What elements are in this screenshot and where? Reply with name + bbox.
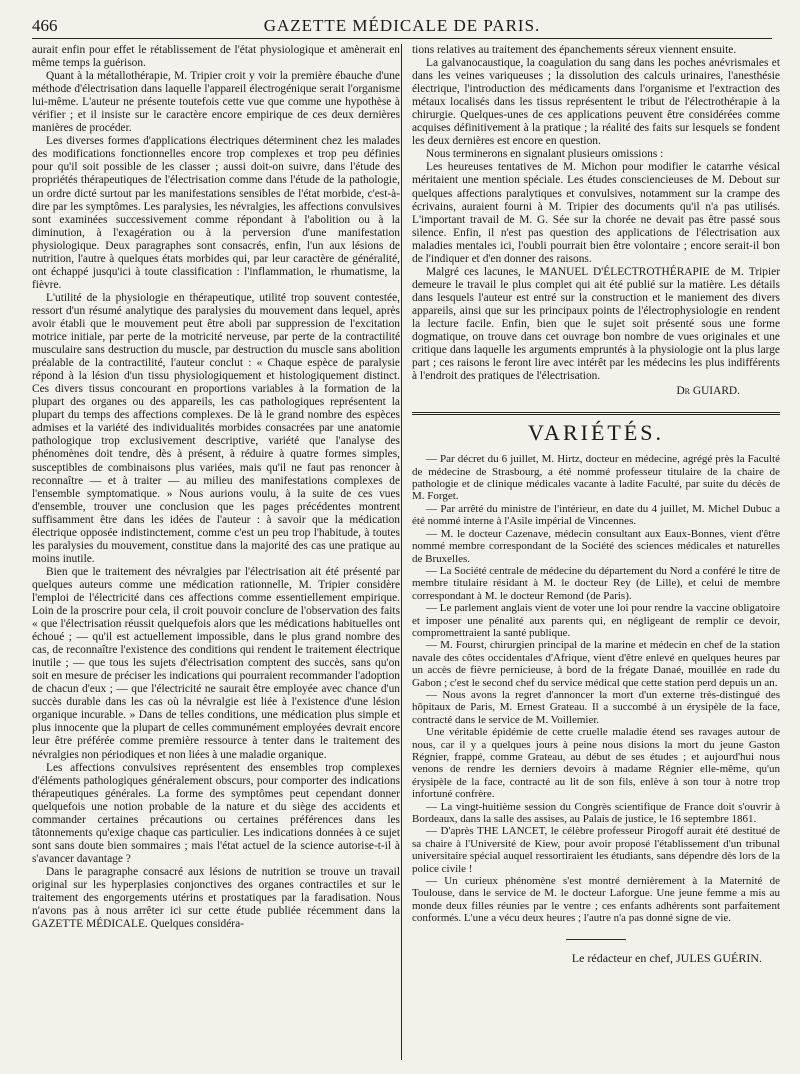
paragraph: L'utilité de la physiologie en thérapeutique, utilité trop souvent contestée, ressort d'un résumé analytique des paralysies du mouvement dans lequel, après avoir établi que le mouvement peut être aboli par suppression de l'excitation motrice initiale, par perte de la motricité nerveuse, par perte de la contractilité musculaire sans destruction du muscle, par destruction du muscle sans abolition préalable de la contractilité, l'auteur conclut : « Chaque espèce de paralysie répond à la lésion d'un tissu physiologiquement et histologiquement distinct. Ces divers tissus concourant en proportions variables à la formation de la plupart des organes ou des appareils, les cas pathologiques représentent la plupart du temps des affections complexes. De là le grand nombre des espèces admises et la variété des individualités morbides consacrées par une anatomie pathologique trop exclusivement descriptive, variété que l'analyse des phénomènes doit tendre, dès à présent, à réduire à quatre formes simples, susceptibles de combinaisons plus variées, mais qu'il ne faut pas renoncer à reconnaître — et à traiter — au milieu des manifestations complexes de l'ensemble symptomatique. » Nous aurions voulu, à la suite de ces vues d'ensemble, trouver une conclusion que les pages précédentes montrent suffisamment être dans les idées de l'auteur : à savoir que la médication électrique opposée indistinctement, comme c'est un peu trop l'habitude, à toutes les paralysies du mouvement, constitue dans la majorité des cas une pratique au moins inutile. — [32, 291, 400, 565]
news-item: — Nous avons la regret d'annoncer la mort d'un externe très-distingué des hôpitaux de Paris, M. Ernest Grateau. Il a succombé à un érysipèle de la face, contracté dans le service de M. Voillemier. — [412, 688, 780, 726]
page-header — [32, 14, 772, 39]
news-item: — Le parlement anglais vient de voter une loi pour rendre la vaccine obligatoire et imposer une pénalité aux parents qui, en négligeant de remplir ce devoir, compromettraient la santé publique. — [412, 602, 780, 639]
author-signature: Dr GUIARD. — [676, 385, 740, 398]
news-item: — M. le docteur Cazenave, médecin consultant aux Eaux-Bonnes, vient d'être nommé membre correspondant de la Société des sciences médicales et naturelles de Bruxelles. — [412, 527, 780, 565]
page-number: 466 — [32, 16, 58, 35]
paragraph: tions relatives au traitement des épanchements séreux viennent ensuite. — [412, 44, 737, 56]
news-item: — Par arrêté du ministre de l'intérieur, en date du 4 juillet, M. Michel Dubuc a été nommé interne à l'Asile impérial de Vincennes. — [412, 502, 780, 528]
news-item: — Par décret du 6 juillet, M. Hirtz, docteur en médecine, agrégé près la Faculté de médecine de Strasbourg, a été nommé professeur titulaire de la chaire de pathologie et de clinique médicales vacante à ladite Faculté, par suite du décès de M. Forget. — [412, 453, 780, 503]
paragraph: Malgré ces lacunes, le MANUEL D'ÉLECTROTHÉRAPIE de M. Tripier demeure le travail le plus complet qui ait été publié sur la matière. Les détails dans lesquels l'auteur est entré sur la construction et le maniement des divers appareils, ainsi que sur les principaux points de l'électrophysiologie en rendent la lecture facile. Enfin, bien que le sujet soit présenté sous une forme dogmatique, on trouve dans cet ouvrage bon nombre de vues originales et une critique dans laquelle les arguments empruntés à la physiologie ont la plus large part ; ces raisons le feront lire avec intérêt par les médecins les plus indifférents à l'endroit des pratiques de l'électrisation. — [412, 265, 780, 383]
news-item: — La vingt-huitième session du Congrès scientifique de France doit s'ouvrir à Bordeaux, dans la salle des assises, au Palais de justice, le 16 septembre 1861. — [412, 800, 780, 826]
news-item: Une véritable épidémie de cette cruelle maladie étend ses ravages autour de nous, car il y a quelques jours à peine nous disions la mort du jeune Gaston Régnier, frappé, comme Grateau, au début de ses études ; et aujourd'hui nous venons de rendre les derniers devoirs à madame Régnier elle-même, qu'un érysipèle de la face, contracté au lit de son fils, enlève à son tour à notre trop infortuné confrère. — [412, 726, 780, 801]
news-item: — Un curieux phénomène s'est montré dernièrement à la Maternité de Toulouse, dans le service de M. le docteur Laforgue. Une jeune femme a mis au monde deux filles réunies par le ventre ; ces enfants adhérents sont parfaitement conformés. L'une a vécu deux heures ; l'autre n'a pas donné signe de vie. — [412, 875, 780, 925]
paragraph: Quant à la métallothérapie, M. Tripier croit y voir la première ébauche d'une méthode d'électrisation dans laquelle l'appareil électrogénique serait l'organisme lui-même. L'auteur ne présente toutefois cette vue que comme une hypothèse à vérifier ; et il insiste sur le caractère encore empirique de ces deux dernières manières de procéder. — [32, 70, 400, 135]
section-separator — [412, 412, 780, 415]
column-divider — [401, 44, 402, 1060]
closing-rule — [566, 939, 626, 940]
news-list — [412, 453, 780, 924]
paragraph: Les diverses formes d'applications électriques déterminent chez les malades des modifications fonctionnelles encore trop complexes et trop peu définies pour qu'il soit possible de les classer ; aussi doit-on suivre, dans l'étude des propriétés thérapeutiques de l'électrisation comme dans l'étude de la pathologie, un ordre dicté surtout par les manifestations sensibles de l'état morbide, c'est-à-dire par les symptômes. Les paralysies, les névralgies, les affections convulsives sont examinées successivement comme répondant à l'abolition ou à la diminution, à l'exagération ou à la perversion d'une manifestation physiologique. Deux paragraphes sont consacrés, enfin, l'un aux lésions de nutrition, l'autre à quelques états morbides qui, par leur caractère de généralité, ont échappé jusqu'ici à toute classification : l'inflammation, le rhumatisme, la fièvre. — [32, 135, 400, 291]
paragraph: Les heureuses tentatives de M. Michon pour modifier le catarrhe vésical méritaient une mention spéciale. Les études consciencieuses de M. Debout sur quelques affections paralytiques et convulsives, notamment sur la crampe des écrivains, auraient fourni à M. Tripier des documents qu'il n'a pas utilisés. L'important travail de M. G. Sée sur la chorée ne devait pas être passé sous silence. Enfin, il n'est pas question des applications de l'électrisation aux maladies mentales ici, l'oubli pourrait bien être volontaire ; encore serait-il bon de l'indiquer et d'en donner des raisons. — [412, 161, 780, 265]
paragraph: Les affections convulsives représentent des ensembles trop complexes d'éléments pathologiques généralement obscurs, pour comporter des indications thérapeutiques générales. La forme des symptômes peut cependant donner quelquefois une notion probable de la nature et du siège des accidents et commander certaines précautions ou certaines préférences dans les tâtonnements qu'exige chaque cas particulier. Les indications données à ce sujet sont sans doute bien sommaires ; mais l'état actuel de la science autorise-t-il à s'avancer davantage ? — [32, 761, 400, 865]
paragraph: aurait enfin pour effet le rétablissement de l'état physiologique et amènerait en même temps la guérison. — [32, 44, 400, 70]
news-item: — La Société centrale de médecine du département du Nord a conféré le titre de membre titulaire résidant à M. le docteur Rey (de Lille), et celui de membre correspondant à M. le docteur Remond (de Paris). — [412, 564, 780, 602]
paragraph: Dans le paragraphe consacré aux lésions de nutrition se trouve un travail original sur les hyperplasies conjonctives des organes contractiles et sur le traitement des engorgements utérins et prostatiques par la faradisation. Nous n'avons pas à nous arrêter ici sur cette étude publiée récemment dans la GAZETTE MÉDICALE. Quelques considéra- — [32, 865, 400, 931]
news-item: — M. Fourst, chirurgien principal de la marine et médecin en chef de la station navale des côtes occidentales d'Afrique, vient d'être enlevé en quelques heures par un accès de fièvre pernicieuse, à bord de la frégate Danaé, mouillée en rade du Gabon ; c'est le second chef du service médical que cette station perd depuis un an. — [412, 639, 780, 689]
left-column — [32, 44, 400, 931]
section-title: VARIÉTÉS. — [528, 420, 664, 446]
paragraph: La galvanocaustique, la coagulation du sang dans les poches anévrismales et dans les veines variqueuses ; la dissolution des calculs urinaires, l'anesthésie électrique, l'introduction des médicaments dans l'organisme et l'extraction des métaux localisés dans les tissus représentent le tribut de l'électrothérapie à la chirurgie. Quelques-unes de ces applications peuvent être considérées comme acquises définitivement à la pratique ; la réalité des faits sur lesquels se fondent les deux dernières est encore en question. — [412, 57, 780, 148]
right-column — [412, 44, 780, 965]
paragraph: Bien que le traitement des névralgies par l'électrisation ait été présenté par quelques auteurs comme une médication rationnelle, M. Tripier considère l'emploi de l'électricité dans ces affections comme essentiellement empirique. Loin de la proscrire pour cela, il croit pouvoir conclure de l'observation des faits « que l'électrisation réussit quelquefois alors que les médications habituelles ont échoué ; — qu'il est actuellement impossible, dans le plus grand nombre des cas, de reconnaître l'existence des conditions qui rendent le traitement électrique inutile ; — que tous les sujets d'électrisation comptent des succès, sans qu'on soit en mesure de préciser les indications qui pourraient recommander l'adoption de chacun d'eux ; — que l'électricité ne saurait être employée avec chance d'un succès durable dans les cas où la névralgie est liée à l'existence d'une lésion organique incurable. » Dans de telles conditions, une médication plus simple et plus innocente que la plupart de celles communément employées devrait encore leur être préférée comme première ressource à tenter dans le traitement des névralgies non périodiques et non liées à une maladie organique. — [32, 565, 400, 761]
editor-line: Le rédacteur en chef, JULES GUÉRIN. — [571, 950, 762, 965]
running-title: GAZETTE MÉDICALE DE PARIS. — [263, 16, 541, 35]
paragraph: Nous terminerons en signalant plusieurs omissions : — [426, 148, 664, 161]
news-item: — D'après THE LANCET, le célèbre professeur Pirogoff aurait été destitué de sa chaire à l'Université de Kiew, pour avoir proposé l'établissement d'un tribunal universitaire spécial auquel ressortiraient les étudiants, sans dépendre dès lors de la police civile ! — [412, 825, 780, 875]
